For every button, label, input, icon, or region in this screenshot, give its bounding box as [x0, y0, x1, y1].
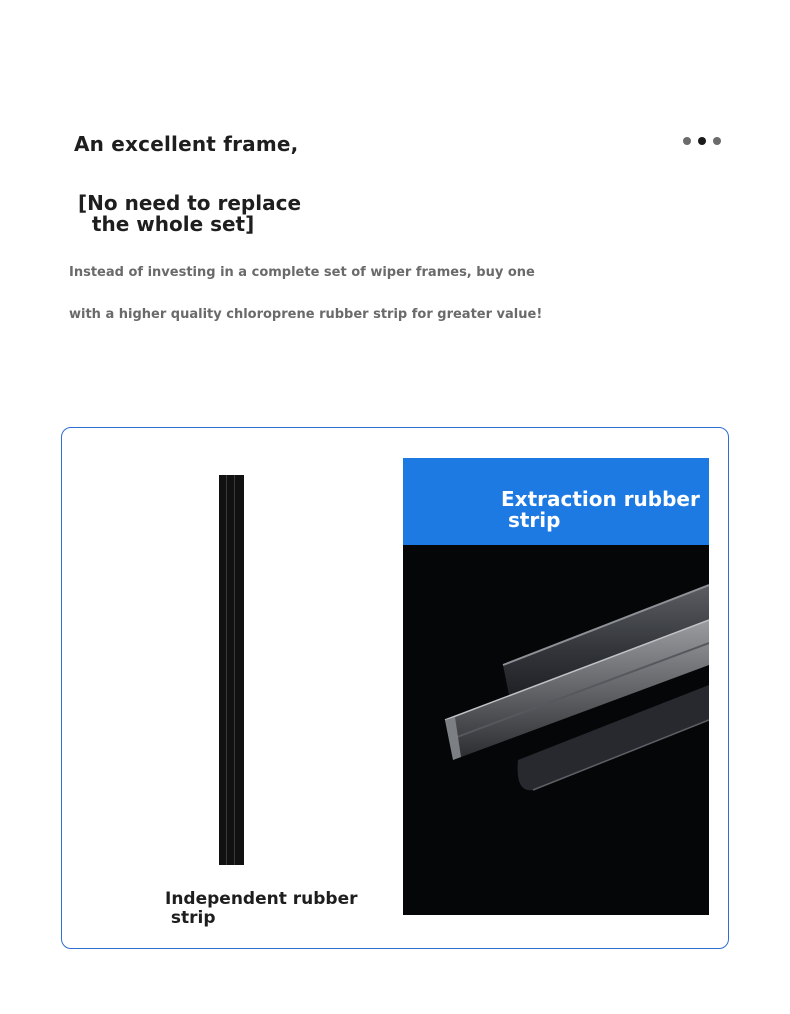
page-heading: An excellent frame, — [74, 132, 299, 156]
extraction-strip-label: Extraction rubber strip — [501, 487, 700, 532]
rubber-strip-closeup-icon — [403, 545, 709, 915]
page-subheading: [No need to replace the whole set] — [78, 191, 302, 236]
description-line-2: with a higher quality chloroprene rubber strip for greater value! — [69, 307, 543, 322]
extraction-strip-photo — [403, 458, 709, 915]
independent-rubber-strip-image — [219, 475, 244, 865]
carousel-dot-active[interactable] — [698, 137, 706, 145]
carousel-dot[interactable] — [683, 137, 691, 145]
carousel-dot[interactable] — [713, 137, 721, 145]
independent-strip-label: Independent rubber strip — [165, 889, 358, 928]
carousel-dots-icon[interactable] — [683, 137, 721, 145]
description-line-1: Instead of investing in a complete set of wiper frames, buy one — [69, 265, 535, 280]
